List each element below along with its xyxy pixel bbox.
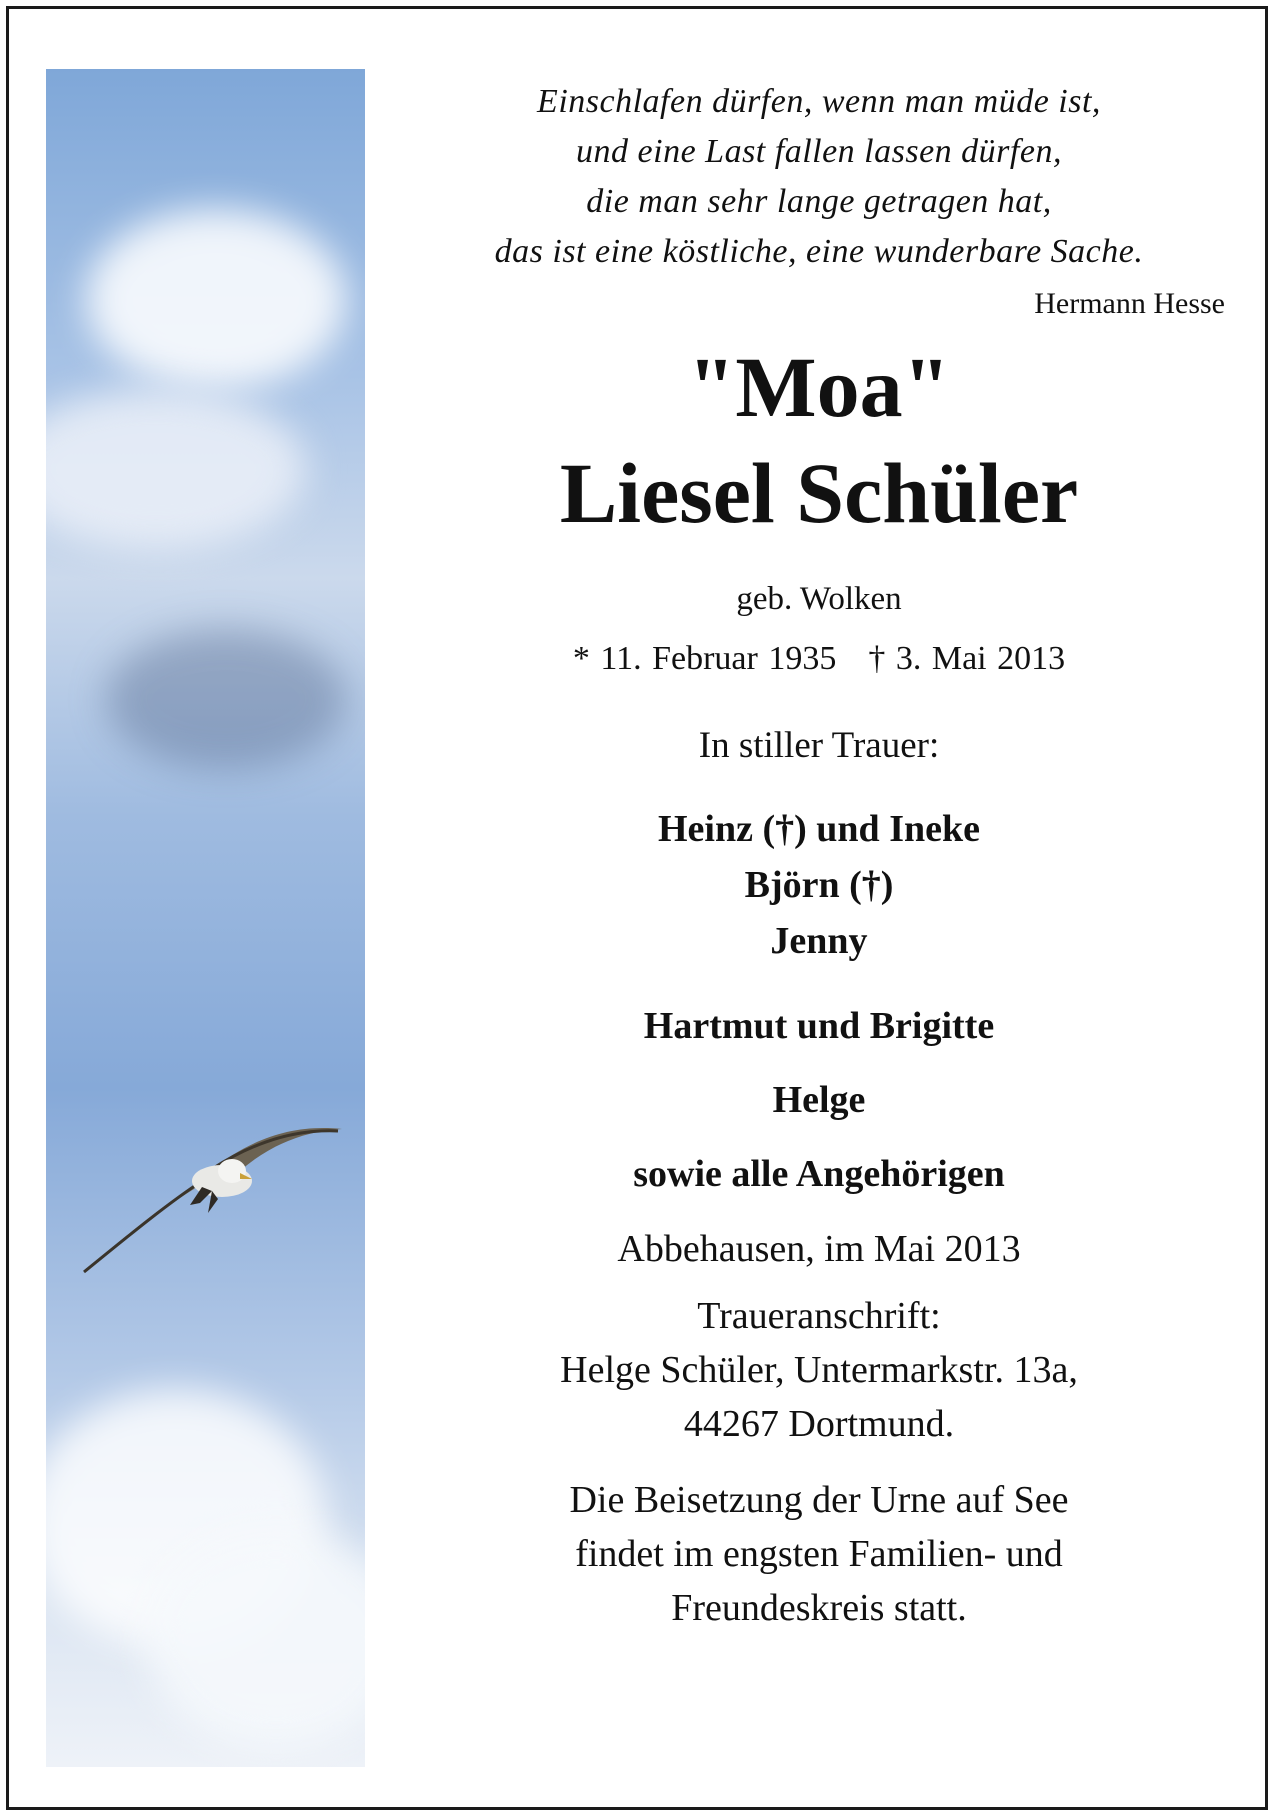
family-group bbox=[389, 801, 1249, 969]
seagull-icon bbox=[62, 1109, 352, 1279]
burial-line: Freundeskreis statt. bbox=[671, 1587, 967, 1629]
quote-author: Hermann Hesse bbox=[1034, 287, 1225, 320]
mourning-address bbox=[389, 1289, 1249, 1451]
poem-quote bbox=[389, 77, 1249, 277]
quote-line: das ist eine köstliche, eine wunderbare Sache. bbox=[494, 233, 1144, 270]
burial-note bbox=[389, 1473, 1249, 1635]
address-heading: Traueranschrift: bbox=[697, 1295, 941, 1337]
address-line: 44267 Dortmund. bbox=[683, 1403, 955, 1445]
mourner-line: Björn (†) bbox=[744, 864, 894, 906]
notice-text bbox=[389, 69, 1249, 1635]
cloud bbox=[46, 389, 306, 549]
deceased-nickname: "Moa" bbox=[687, 339, 951, 435]
burial-line: findet im engsten Familien- und bbox=[575, 1533, 1063, 1575]
mourner-line: Heinz (†) und Ineke bbox=[658, 808, 980, 850]
death-date: † 3. Mai 2013 bbox=[868, 640, 1066, 677]
life-dates bbox=[389, 640, 1249, 678]
mourner-line: Jenny bbox=[770, 920, 868, 962]
sky-photo bbox=[46, 69, 365, 1767]
birth-date: * 11. Februar 1935 bbox=[572, 640, 837, 677]
address-line: Helge Schüler, Untermarkstr. 13a, bbox=[560, 1349, 1078, 1391]
cloud bbox=[106, 629, 346, 769]
cloud bbox=[86, 209, 346, 389]
burial-line: Die Beisetzung der Urne auf See bbox=[569, 1479, 1069, 1521]
family-group bbox=[389, 989, 1249, 1211]
mourning-heading: In stiller Trauer: bbox=[698, 725, 940, 766]
maiden-name: geb. Wolken bbox=[736, 581, 902, 617]
deceased-name: Liesel Schüler bbox=[559, 445, 1079, 541]
notice-frame bbox=[6, 6, 1268, 1810]
mourner-line: Helge bbox=[772, 1079, 866, 1121]
mourner-line: Hartmut und Brigitte bbox=[643, 1005, 995, 1047]
place-date: Abbehausen, im Mai 2013 bbox=[617, 1228, 1021, 1270]
quote-line: die man sehr lange getragen hat, bbox=[586, 183, 1052, 220]
quote-line: Einschlafen dürfen, wenn man müde ist, bbox=[537, 83, 1101, 120]
quote-line: und eine Last fallen lassen dürfen, bbox=[576, 133, 1062, 170]
mourner-line: sowie alle Angehörigen bbox=[633, 1153, 1005, 1195]
